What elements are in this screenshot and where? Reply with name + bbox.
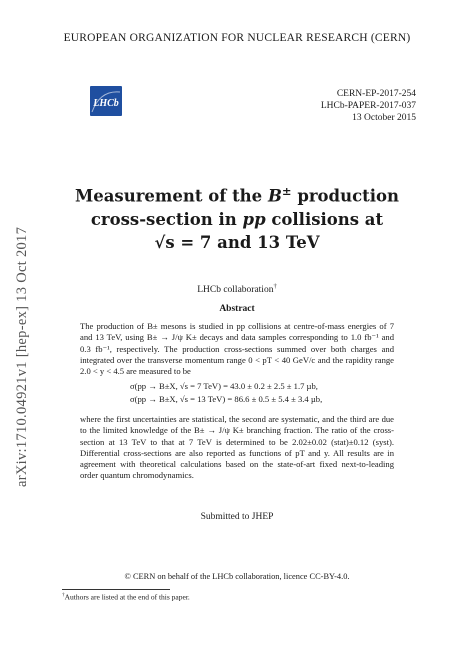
report-ids — [321, 88, 416, 124]
date: 13 October 2015 — [352, 113, 416, 123]
report-number: CERN-EP-2017-254 — [336, 89, 416, 99]
title-line-2: cross-section in pp collisions at — [90, 209, 384, 229]
author-line — [0, 283, 474, 295]
authors: LHCb collaboration — [197, 285, 274, 296]
footnote-rule — [62, 589, 170, 590]
licence-line: © CERN on behalf of the LHCb collaboration, licence CC-BY-4.0. — [124, 572, 350, 581]
submission-note: Submitted to JHEP — [200, 512, 274, 522]
footnote — [62, 592, 190, 602]
abstract-paragraph-2: where the first uncertainties are statistical, the second are systematic, and the third are due to the limited knowledge of the B± → J/ψ K± branching fraction. The ratio of the cross-section at 13 TeV to that at 7 TeV is determined to be 2.02±0.02 (stat)±0.12 (syst). Differential cross-sections are also reported as functions of pT and y. All results are in agreement with theoretical calculations based on the state-of-art fixed next-to-leading order quantum chromodynamics. — [80, 414, 394, 481]
organization-header: EUROPEAN ORGANIZATION FOR NUCLEAR RESEARCH (CERN) — [63, 32, 411, 44]
footnote-mark: † — [62, 592, 65, 598]
abstract-paragraph-1: The production of B± mesons is studied in pp collisions at centre-of-mass energies of 7 and 13 TeV, using B± → J/ψ K± decays and data samples corresponding to 1.0 fb⁻¹ and 0.3 fb⁻¹, respectively. The production cross-sections summed over both charges and integrated over the transverse momentum range 0 < pT < 40 GeV/c and the rapidity range 2.0 < y < 4.5 are measured to be — [80, 321, 394, 377]
equation-13tev: σ(pp → B±X, √s = 13 TeV) = 86.6 ± 0.5 ± 5.4 ± 3.4 µb, — [130, 394, 323, 404]
arxiv-stamp: arXiv:1710.04921v1 [hep-ex] 13 Oct 2017 — [14, 226, 30, 487]
title-line-3: √s = 7 and 13 TeV — [154, 232, 320, 252]
paper-number: LHCb-PAPER-2017-037 — [320, 101, 416, 111]
author-footnote-mark: † — [273, 283, 277, 290]
lhcb-logo — [90, 86, 122, 116]
equation-7tev: σ(pp → B±X, √s = 7 TeV) = 43.0 ± 0.2 ± 2.5 ± 1.7 µb, — [130, 381, 318, 391]
paper-title — [40, 180, 434, 254]
logo-text: LHCb — [93, 98, 119, 109]
footnote-text: Authors are listed at the end of this paper. — [64, 592, 190, 602]
abstract-heading: Abstract — [219, 304, 255, 314]
title-line-1: Measurement of the B± production — [74, 184, 400, 206]
